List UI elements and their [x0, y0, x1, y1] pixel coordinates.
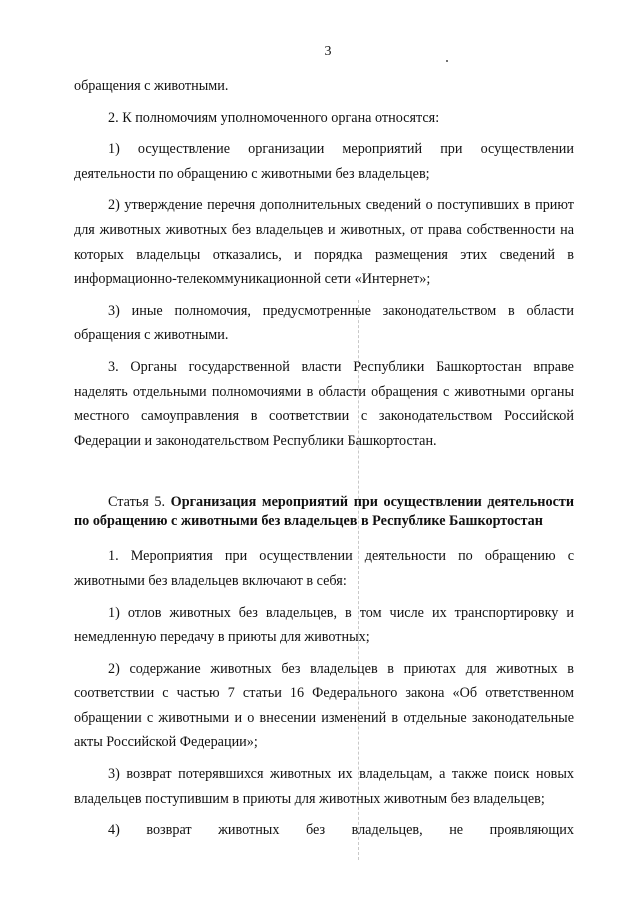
- paragraph-power-3: 3) иные полномочия, предусмотренные законодательством в области обращения с животными.: [74, 302, 574, 344]
- article-item-3: 3) возврат потерявшихся животных их владельцам, а также поиск новых владельцев поступившим в приюты для животных животным без владельцев;: [74, 766, 574, 807]
- paragraph-authority-powers: 2. К полномочиям уполномоченного органа относятся:: [108, 109, 440, 126]
- page-number: 3: [324, 44, 332, 59]
- article-paragraph-1: 1. Мероприятия при осуществлении деятельности по обращению с животными без владельцев включают в себя:: [74, 548, 574, 589]
- article-prefix: Статья 5.: [108, 494, 166, 511]
- paragraph-power-2: 2) утверждение перечня дополнительных сведений о поступивших в приют для животных животных без владельцев и животных, от права собственности на которых владельцы отказались, и порядка размещения этих сведений в информационно-телекоммуникационной сети «Интернет»;: [74, 197, 574, 288]
- article-item-1: 1) отлов животных без владельцев, в том числе их транспортировку и немедленную передачу в приюты для животных;: [74, 604, 574, 646]
- document-body: [74, 74, 574, 850]
- article-title: Организация мероприятий при осуществлении деятельности по обращению с животными без владельцев в Республике Башкортостан: [74, 494, 575, 530]
- article-item-2: 2) содержание животных без владельцев в приютах для животных в соответствии с частью 7 статьи 16 Федерального закона «Об ответственном обращении с животными и о внесении изменений в отдельные законодательные акты Российской Федерации»;: [74, 660, 574, 751]
- paragraph-continuation: обращения с животными.: [74, 78, 229, 94]
- scan-speck: [446, 60, 448, 62]
- paragraph-power-1: 1) осуществление организации мероприятий при осуществлении деятельности по обращению с животными без владельцев;: [74, 141, 574, 182]
- article-item-4: 4) возврат животных без владельцев, не проявляющих: [108, 822, 574, 839]
- article-heading: [74, 493, 574, 531]
- paragraph-delegation: 3. Органы государственной власти Республики Башкортостан вправе наделять отдельными полномочиями в области обращения с животными органы местного самоуправления в соответствии с законодательством Российской Федерации и законодательством Республики Башкортостан.: [74, 358, 574, 449]
